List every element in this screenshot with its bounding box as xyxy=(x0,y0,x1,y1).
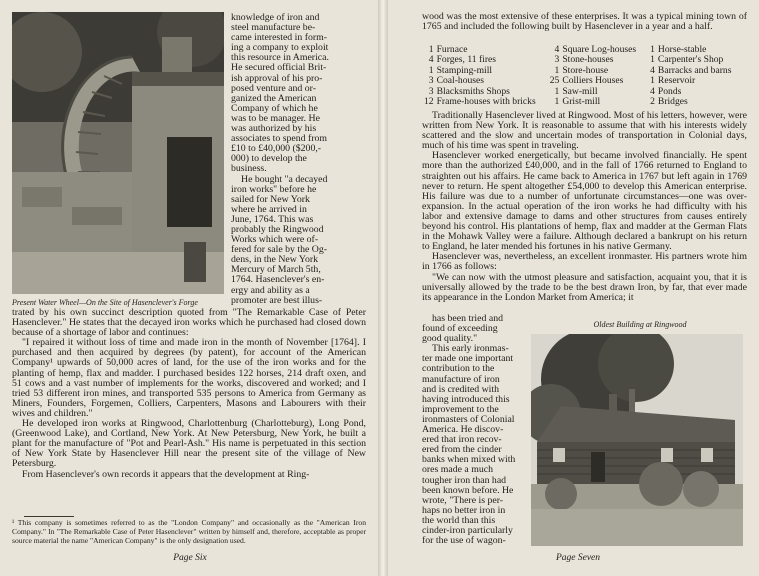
footnote-rule xyxy=(24,516,74,517)
quotation: "We can now with the utmost pleasure and satisfaction, acquaint you, that it is universally allowed by the trade to be the best drawn Iron, by far, that ever made its appearance in the London Market from America; it xyxy=(422,271,747,303)
column-gap xyxy=(636,66,650,76)
text-line: knowledge of iron and xyxy=(231,12,320,23)
photo-caption: Present Water Wheel—On the Site of Hasenclever's Forge xyxy=(12,298,198,307)
text-line: improvement to the xyxy=(422,403,499,415)
inventory-quantity: 3 xyxy=(428,85,434,97)
inventory-item: Store-house xyxy=(562,64,609,76)
text-line: found of exceeding xyxy=(422,323,498,335)
text-line: where he arrived in xyxy=(231,203,307,215)
column-text xyxy=(231,13,369,306)
inventory-item: Forges, 11 fires xyxy=(436,54,497,66)
inventory-quantity: 1 xyxy=(554,64,560,76)
text-line: was authorized by his xyxy=(231,123,317,135)
water-wheel-photo xyxy=(12,12,224,294)
quotation: "I repaired it without loss of time and made iron in the month of November [1764]. I purchased and then acquired by degrees (by patent), for account of the American Company¹ upwards of 50,000 acres of land, for the use of the iron works and for the planting of hemp, flax and madder. I purchased besides 122 horses, 214 draft oxen, and 51 cows and a vast number of implements for the works, discovered and worked; and I tried 53 different iron mines, and transported 535 persons to America from Germany as Miners, Founders, Forgemen, Colliers, Carpenters, Masons and Labourers with their wives and children." xyxy=(12,337,366,419)
column-gap xyxy=(536,45,550,55)
text-line: sailed for New York xyxy=(231,193,310,205)
text-line: ered from the cinder xyxy=(422,444,502,456)
column-gap xyxy=(636,55,650,65)
text-line: banks when mixed with xyxy=(422,454,516,466)
paragraph: Traditionally Hasenclever lived at Ringwood. Most of his letters, however, were written from New York. It is reasonable to assume that with his interests widely scattered and the slow and uncertain modes of transportation in Colonial days, much of his time was spent in traveling. xyxy=(422,110,747,152)
main-body xyxy=(12,308,366,480)
paragraph: Hasenclever worked energetically, but became involved financially. He spent more than the authorized £40,000, and in the fall of 1766 returned to England to straighten out his affairs. He came back to America in 1767 but left again in 1769 never to return. He spent altogether £54,000 to develop this American enterprise. His failure was due to a number of unfortunate circumstances—one was over-expansion. In the actual operation of the iron works he had difficulty with his labor and extensive damage to dams and other structures from causes entirely beyond his control. His plantations of hemp, flax and madder at the German Flats in the Mohawk Valley were a failure. Although declared a bankrupt on his return to England, he later mended his fortunes in his native Germany. xyxy=(422,150,747,253)
inventory-quantity: 4 xyxy=(428,54,434,66)
text-line: contribution to the xyxy=(422,363,495,375)
inventory-item: Blacksmiths Shops xyxy=(436,85,510,97)
inventory-quantity: 12 xyxy=(424,96,434,108)
inventory-table xyxy=(424,45,731,107)
inventory-quantity: 1 xyxy=(428,64,434,76)
text-line: promoter are best illus- xyxy=(231,294,323,306)
inventory-quantity: 4 xyxy=(650,85,655,97)
inventory-item: Square Log-houses xyxy=(562,44,637,55)
inventory-quantity: 4 xyxy=(650,64,655,76)
text-line: posed venture and or- xyxy=(231,82,316,94)
inventory-quantity: 1 xyxy=(650,44,655,55)
inventory-item: Grist-mill xyxy=(562,96,601,108)
paragraph: From Hasenclever's own records it appears that the development at Ring- xyxy=(22,468,310,480)
text-line: has been tried and xyxy=(432,313,503,324)
inventory-item: Colliers Houses xyxy=(562,75,624,87)
inventory-item: Stone-houses xyxy=(562,54,614,66)
text-line: dens, in the New York xyxy=(231,254,319,266)
text-line: ing a company to exploit xyxy=(231,42,329,54)
text-line: associates to spend from xyxy=(231,133,328,145)
text-line: wrote, "There is per- xyxy=(422,494,504,506)
column-gap xyxy=(536,66,550,76)
text-line: having introduced this xyxy=(422,393,510,405)
text-line: £10 to £40,000 ($200,- xyxy=(231,143,322,155)
text-line: cinder-iron particularly xyxy=(422,524,513,536)
paragraph: wood was the most extensive of these enterprises. It was a typical mining town of 1765 and included the following built by Hasenclever in a year and a half. xyxy=(422,11,747,33)
inventory-quantity: 1 xyxy=(554,85,560,97)
oldest-building-photo xyxy=(531,334,743,546)
photo-caption: Oldest Building at Ringwood xyxy=(593,320,687,329)
text-line: probably the Ringwood xyxy=(231,223,324,235)
text-line: ered that iron recov- xyxy=(422,434,502,446)
inventory-item: Barracks and barns xyxy=(657,64,732,76)
text-line: ergy and ability as a xyxy=(231,284,310,296)
inventory-quantity: 2 xyxy=(650,96,655,108)
column-gap xyxy=(636,45,650,55)
text-line: ironmasters of Colonial xyxy=(422,413,515,425)
main-body xyxy=(422,111,747,303)
text-line: came interested in form- xyxy=(231,32,328,44)
text-line: was to be manager. He xyxy=(231,112,320,124)
text-line: He secured official Brit- xyxy=(231,62,327,74)
right-page xyxy=(388,0,759,576)
text-line: He bought "a decayed xyxy=(241,173,328,185)
paragraph: He developed iron works at Ringwood, Charlottenburg (Charlotteburg), Long Pond, (Greenwood Lake), and Cortland, New York. At New Petersburg, New York, he built a plant for the manufacture of "Pot and Pearl-Ash." His name is perpetuated in this section of New York State by Hasenclever Hill near the present site of the village of New Petersburg. xyxy=(12,418,366,470)
inventory-item: Coal-houses xyxy=(436,75,485,87)
text-line: steel manufacture be- xyxy=(231,22,316,34)
text-line: and is credited with xyxy=(422,383,499,395)
text-line: ores made a much xyxy=(422,464,493,476)
column-gap xyxy=(536,97,550,107)
inventory-quantity: 3 xyxy=(554,54,560,66)
inventory-item: Saw-mill xyxy=(562,85,598,97)
column-gap xyxy=(536,87,550,97)
paragraph: Hasenclever was, nevertheless, an excellent ironmaster. His partners wrote him in 1766 as follows: xyxy=(422,251,747,273)
inventory-quantity: 25 xyxy=(549,75,560,87)
inventory-quantity: 1 xyxy=(650,75,655,87)
text-line: been known before. He xyxy=(422,484,514,496)
inventory-item: Reservoir xyxy=(657,75,696,87)
inventory-item: Horse-stable xyxy=(657,44,707,55)
inventory-quantity: 3 xyxy=(428,75,434,87)
page-number: Page Seven xyxy=(555,553,601,563)
text-line: fered for sale by the Og- xyxy=(231,244,328,256)
column-gap xyxy=(636,76,650,86)
text-line: tougher iron than had xyxy=(422,474,507,486)
text-line: June, 1764. This was xyxy=(231,213,314,225)
inventory-quantity: 1 xyxy=(650,54,655,66)
text-line: haps no better iron in xyxy=(422,504,506,516)
inventory-item: Bridges xyxy=(657,96,688,108)
inventory-quantity: 4 xyxy=(554,44,560,55)
text-line: iron works" before he xyxy=(231,183,317,195)
column-gap xyxy=(536,76,550,86)
text-line: Works which were of- xyxy=(231,234,319,246)
footnote: ¹ This company is sometimes referred to as the "London Company" and occasionally as the "American Iron Company." In "The Remarkable Case of Peter Hasenclever" written by himself and, therefore, acceptable as proper source material the name "American Company" is the only designation used. xyxy=(12,518,366,545)
text-line: this resource in America. xyxy=(231,52,329,64)
column-gap xyxy=(636,87,650,97)
text-line: Mercury of March 5th, xyxy=(231,264,321,276)
column-gap xyxy=(636,97,650,107)
inventory-row xyxy=(424,97,731,107)
inventory-item: Stamping-mill xyxy=(436,64,493,76)
text-line: ganized the American xyxy=(231,92,317,104)
inventory-item: Ponds xyxy=(657,85,682,97)
left-page xyxy=(0,0,378,576)
inventory-item: Furnace xyxy=(436,44,468,55)
book-gutter xyxy=(378,0,388,576)
text-line: 1764. Hasenclever's en- xyxy=(231,274,325,286)
paragraph: trated by his own succinct description quoted from "The Remarkable Case of Peter Hasenclever." He states that the decayed iron works which he purchased had closed down because of a shortage of labor and continues: xyxy=(12,307,366,339)
text-line: business. xyxy=(231,163,267,175)
inventory-item: Carpenter's Shop xyxy=(657,54,724,66)
column-gap xyxy=(536,55,550,65)
text-line: This early ironmas- xyxy=(432,343,509,355)
text-line: ish approval of his pro- xyxy=(231,72,323,84)
inventory-quantity: 1 xyxy=(428,44,434,55)
text-line: America. He discov- xyxy=(422,424,504,436)
text-line: Company of which he xyxy=(231,102,318,114)
text-line: good quality." xyxy=(422,333,478,345)
text-line: 000) to develop the xyxy=(231,153,307,165)
inventory-item: Frame-houses with bricks xyxy=(436,96,536,108)
column-text xyxy=(422,314,526,546)
text-line: the world than this xyxy=(422,514,496,526)
page-number: Page Six xyxy=(173,553,207,563)
text-line: for the use of wagon- xyxy=(422,535,506,547)
text-line: ter made one important xyxy=(422,353,514,365)
text-line: manufacture of iron xyxy=(422,373,500,385)
inventory-quantity: 1 xyxy=(554,96,560,108)
